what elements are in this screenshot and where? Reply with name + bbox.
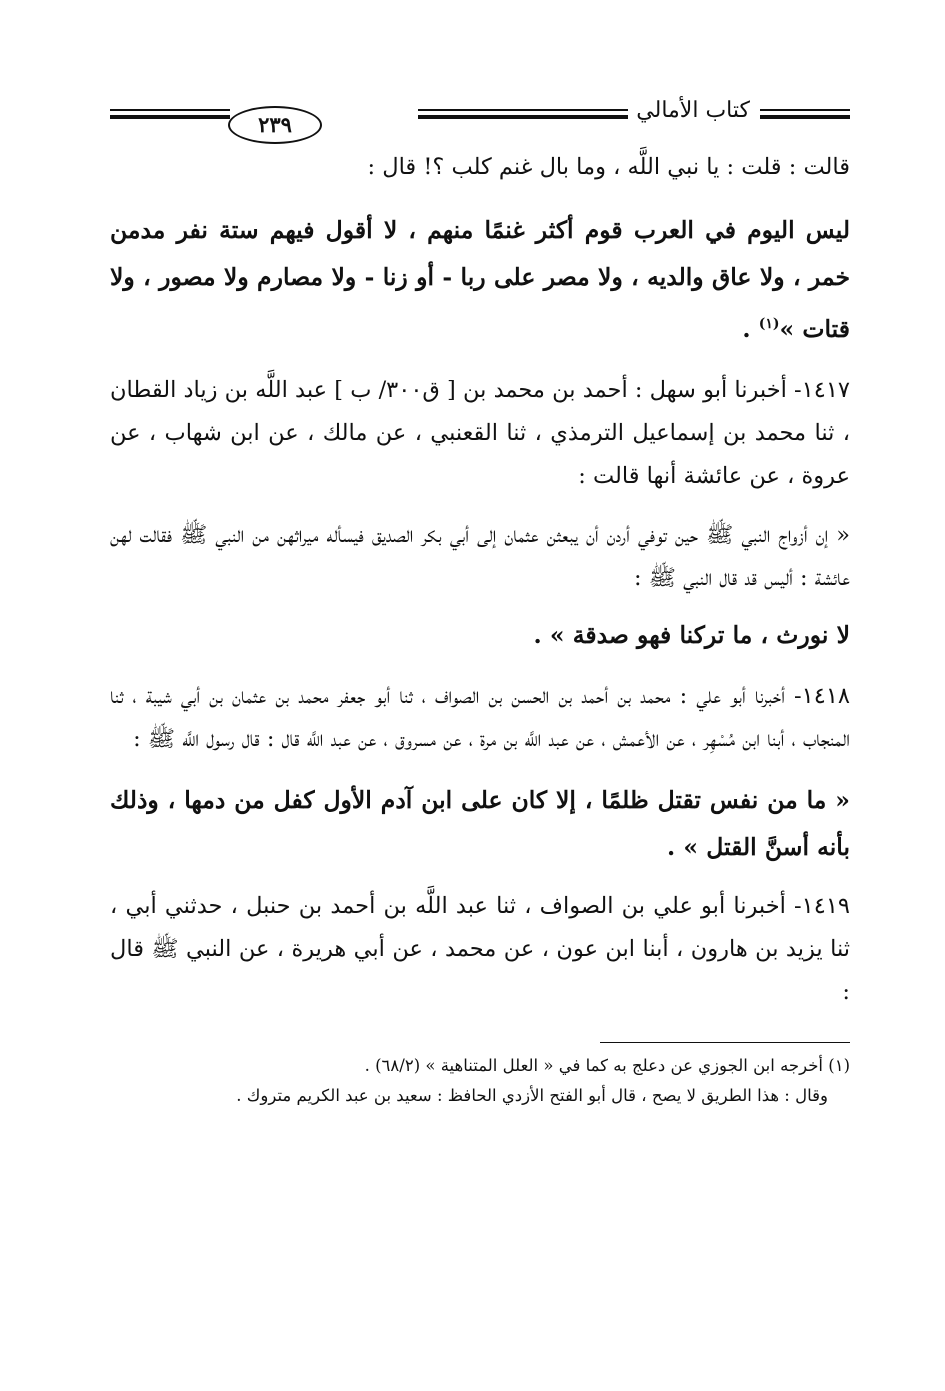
page-number: ٢٣٩ bbox=[228, 106, 322, 144]
main-text bbox=[110, 146, 850, 1014]
header-rule bbox=[418, 109, 640, 111]
footnote-separator bbox=[600, 1042, 850, 1043]
book-title: كتاب الأمالي bbox=[628, 96, 758, 126]
hadith-text-body: ليس اليوم في العرب قوم أكثر غنمًا منهم ، لا أقول فيهم ستة نفر مدمن خمر ، ولا عاق والديه ، ولا مصر على ربا - أو زنا - ولا مصارم ولا مصور ، ولا قتات » bbox=[110, 216, 850, 343]
isnad-paragraph: ١٤١٩- أخبرنا أبو علي بن الصواف ، ثنا عبد اللَّه بن أحمد بن حنبل ، حدثني أبي ، ثنا يزيد بن هارون ، أبنا ابن عون ، عن محمد ، عن أبي هريرة ، عن النبي ﷺ قال : bbox=[110, 892, 850, 1005]
footnote-marker: (١) bbox=[758, 316, 780, 332]
hadith-text-end: . bbox=[742, 314, 759, 343]
isnad-paragraph: ١٤١٧- أخبرنا أبو سهل : أحمد بن محمد بن [ ق٣٠٠/ ب ] عبد اللَّه بن زياد القطان ، ثنا محمد بن إسماعيل الترمذي ، ثنا القعنبي ، عن مالك ، عن ابن شهاب ، عن عروة ، عن عائشة أنها قالت : bbox=[110, 376, 850, 489]
hadith-text: « ما من نفس تقتل ظلمًا ، إلا كان على ابن آدم الأول كفل من دمها ، وذلك بأنه أسنَّ القتل » . bbox=[110, 785, 850, 861]
header-rule bbox=[760, 109, 850, 111]
hadith-text bbox=[110, 207, 850, 353]
running-header bbox=[110, 96, 850, 148]
header-rule bbox=[110, 115, 230, 119]
header-rule bbox=[110, 109, 230, 111]
paragraph: قالت : قلت : يا نبي اللَّه ، وما بال غنم كلب ؟! قال : bbox=[367, 154, 850, 180]
header-rule bbox=[418, 115, 640, 119]
footnote: وقال : هذا الطريق لا يصح ، قال أبو الفتح الأزدي الحافظ : سعيد بن عبد الكريم متروك . bbox=[236, 1085, 828, 1105]
header-rule bbox=[760, 115, 850, 119]
isnad-paragraph: ١٤١٨- أخبرنا أبو علي : محمد بن أحمد بن الحسن بن الصواف ، ثنا أبو جعفر محمد بن عثمان بن أبي شيبة ، ثنا المنجاب ، أبنا ابن مُسْهِر ، عن الأعمش ، عن عبد اللَّه بن مرة ، عن مسروق ، عن عبد اللَّه قال : قال رسول اللَّه ﷺ : bbox=[110, 682, 850, 752]
footnote: (١) أخرجه ابن الجوزي عن دعلج به كما في « العلل المتناهية » (٦٨/٢) . bbox=[364, 1055, 850, 1075]
hadith-text: لا نورث ، ما تركنا فهو صدقة » . bbox=[533, 620, 850, 649]
footnotes bbox=[110, 1051, 850, 1111]
page bbox=[110, 96, 850, 1111]
hadith-text: « إن أزواج النبي ﷺ حين توفي أردن أن يبعثن عثمان إلى أبي بكر الصديق فيسأله ميراثهن من النبي ﷺ فقالت لهن عائشة : أليس قد قال النبي ﷺ : bbox=[110, 521, 850, 591]
